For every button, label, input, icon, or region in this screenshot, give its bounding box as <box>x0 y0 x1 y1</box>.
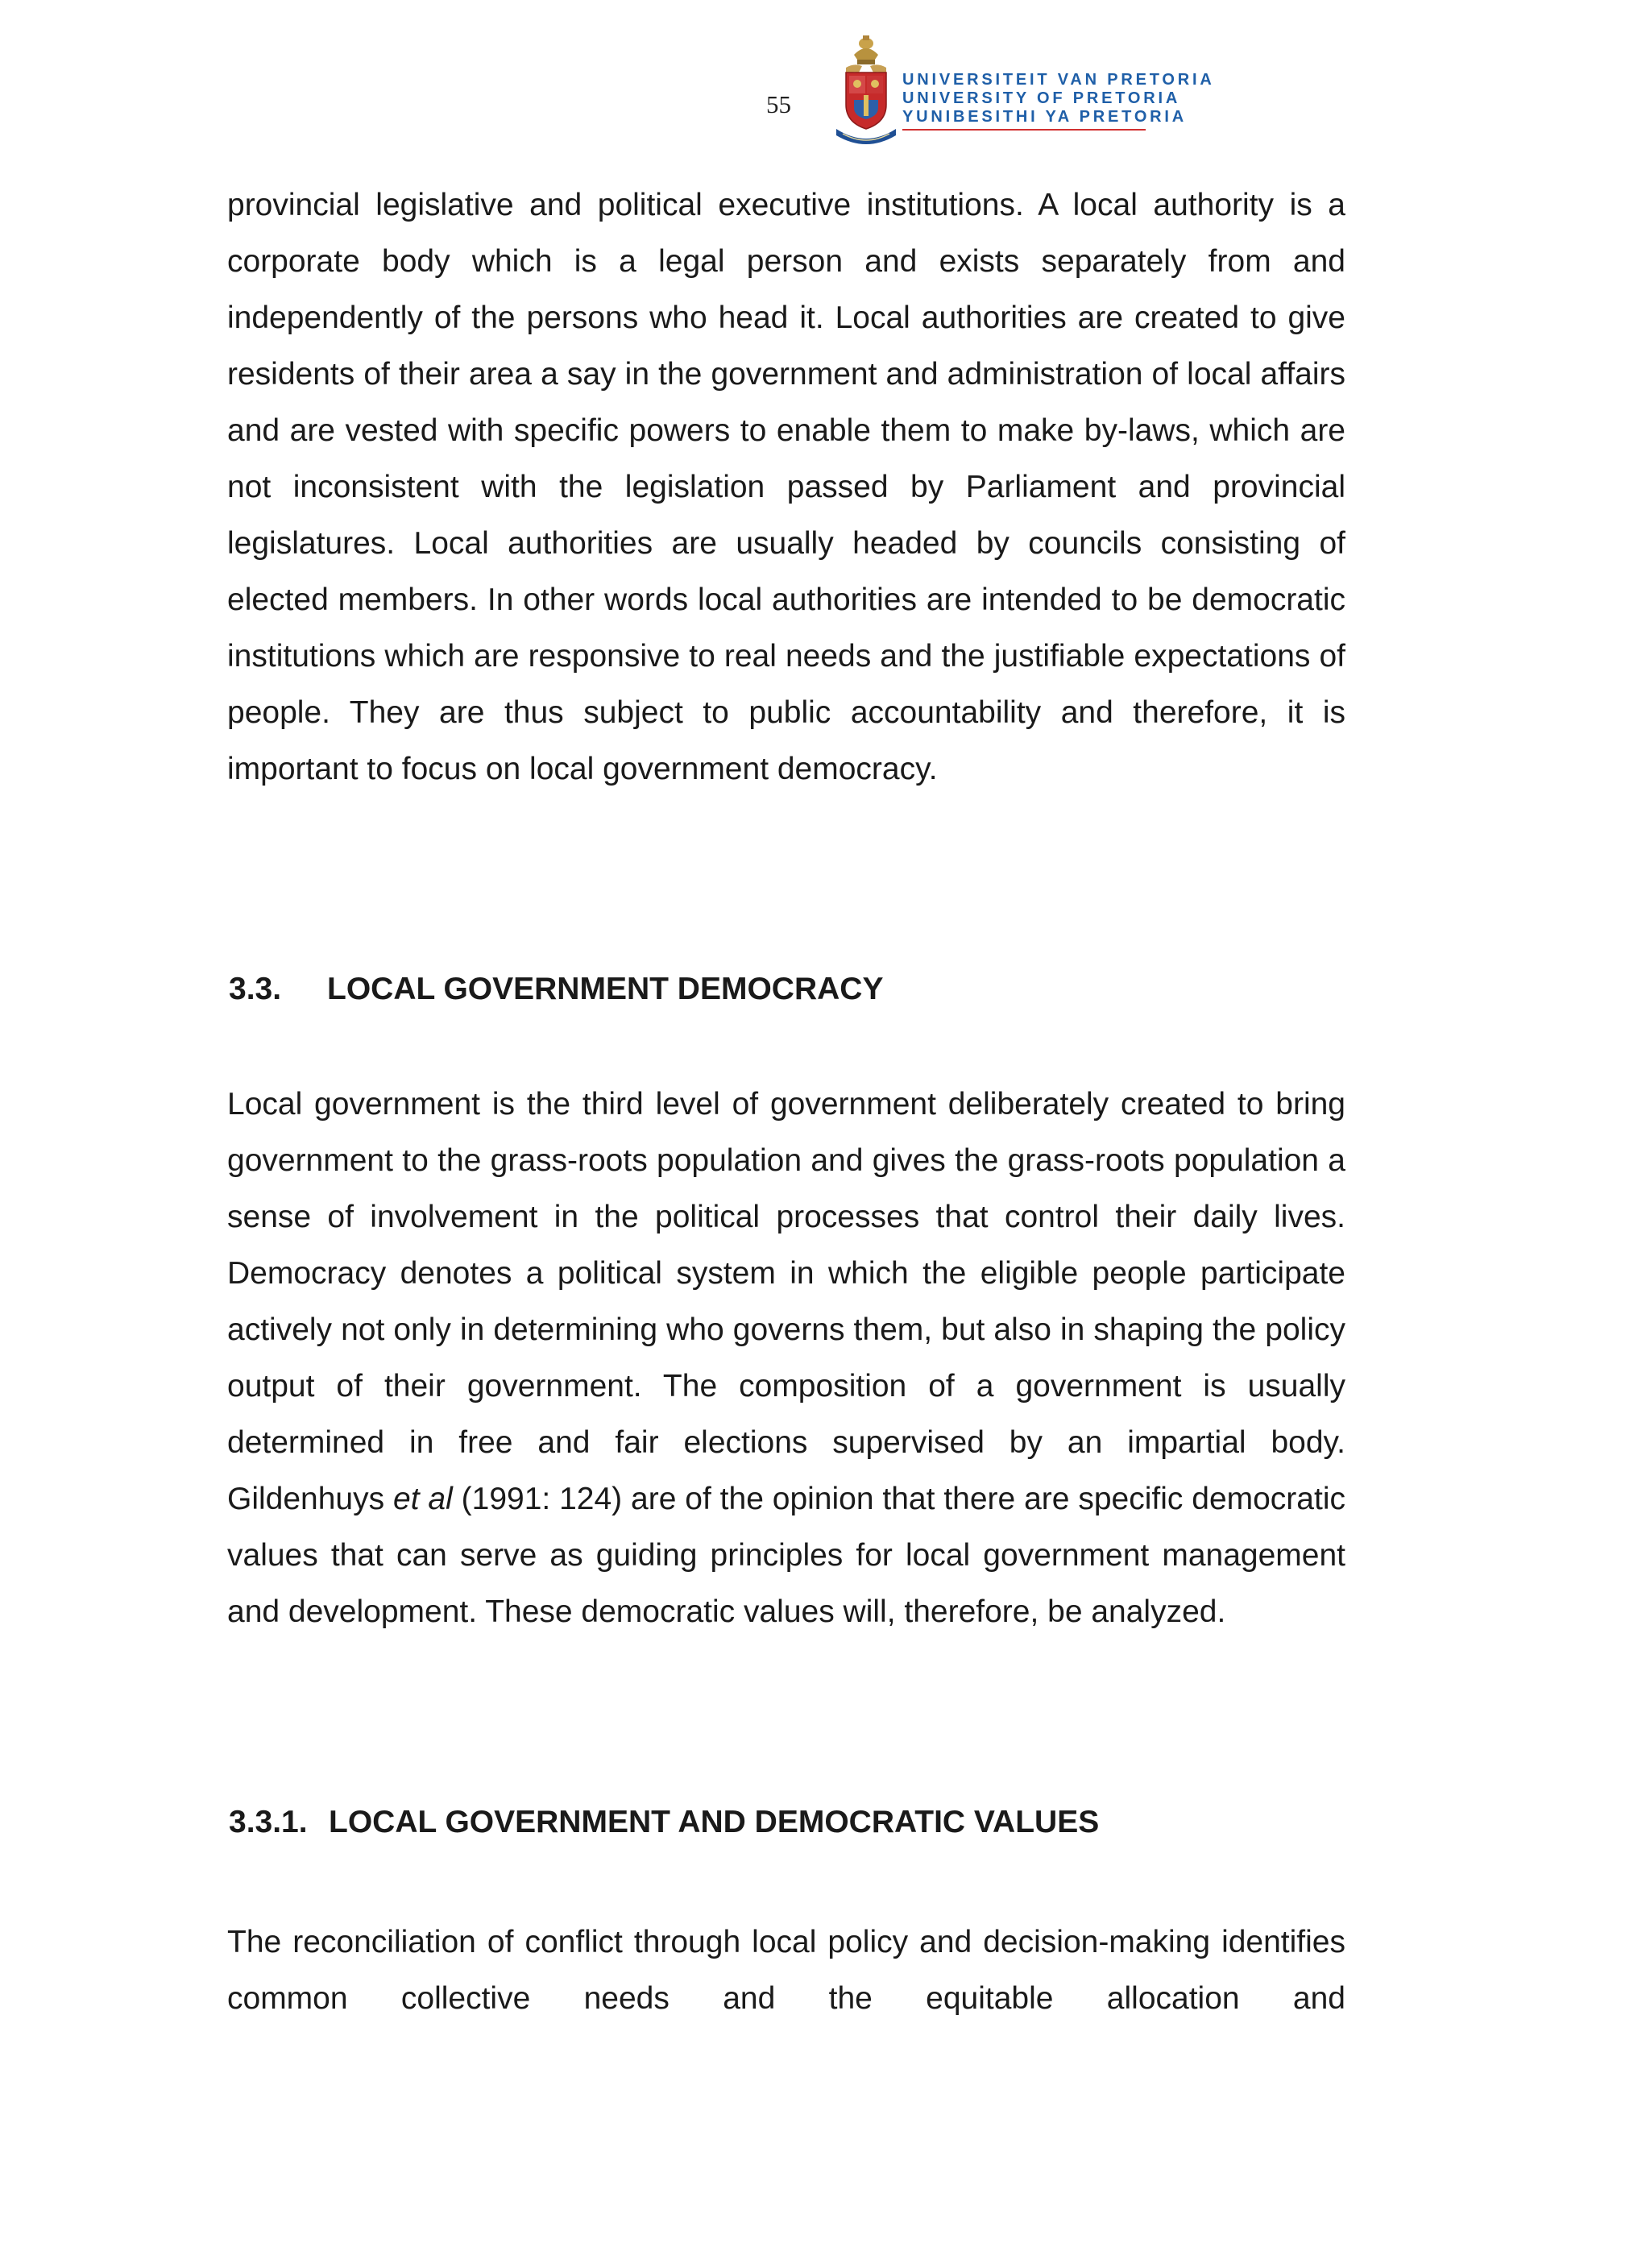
paragraph-2 <box>227 1076 1345 1640</box>
subsection-title: LOCAL GOVERNMENT AND DEMOCRATIC VALUES <box>329 1805 1100 1839</box>
page-number: 55 <box>766 90 791 118</box>
university-name-english: UNIVERSITY OF PRETORIA <box>902 89 1181 107</box>
subsection-number: 3.3.1. <box>229 1805 308 1839</box>
university-name-afrikaans: UNIVERSITEIT VAN PRETORIA <box>902 71 1215 89</box>
university-name-block <box>902 71 1215 131</box>
paragraph-1: provincial legislative and political executive institutions. A local authority is a corporate body which is a legal person and exists separately from and independently of the persons who head it. Local authorities are created to give residents of their area a say in the government and administration of local affairs and are vested with specific powers to enable them to make by-laws, which are not inconsistent with the legislation passed by Parliament and provincial legislatures. Local authorities are usually headed by councils consisting of elected members. In other words local authorities are intended to be democratic institutions which are responsive to real needs and the justifiable expectations of people. They are thus subject to public accountability and therefore, it is important to focus on local government democracy. <box>227 188 1345 786</box>
section-heading-3-3 <box>229 972 883 1007</box>
section-heading-3-3-1 <box>229 1805 1099 1840</box>
university-crest-icon <box>822 27 910 145</box>
section-number: 3.3. <box>229 972 282 1006</box>
paragraph-2-italic: et al <box>393 1482 453 1516</box>
header-rule <box>902 129 1146 131</box>
paragraph-2-text-b: (1991: 124) are of the opinion that there are specific democratic values that can serve as guiding principles for local government management and development. These democratic values will, therefore, be analyzed. <box>227 1482 1345 1629</box>
paragraph-2-text-a: Local government is the third level of government deliberately created to bring government to the grass-roots population and gives the grass-roots population a sense of involvement in the political processes that control their daily lives. Democracy denotes a political system in which the eligible people participate actively not only in determining who governs them, but also in shaping the policy output of their government. The composition of a government is usually determined in free and fair elections supervised by an impartial body. Gildenhuys <box>227 1087 1345 1516</box>
university-name-sepedi: YUNIBESITHI YA PRETORIA <box>902 108 1188 126</box>
page-header <box>757 24 1215 145</box>
paragraph-3: The reconciliation of conflict through local policy and decision-making identifies common collective needs and the equitable allocation and <box>227 1925 1345 2016</box>
section-title: LOCAL GOVERNMENT DEMOCRACY <box>327 972 884 1006</box>
